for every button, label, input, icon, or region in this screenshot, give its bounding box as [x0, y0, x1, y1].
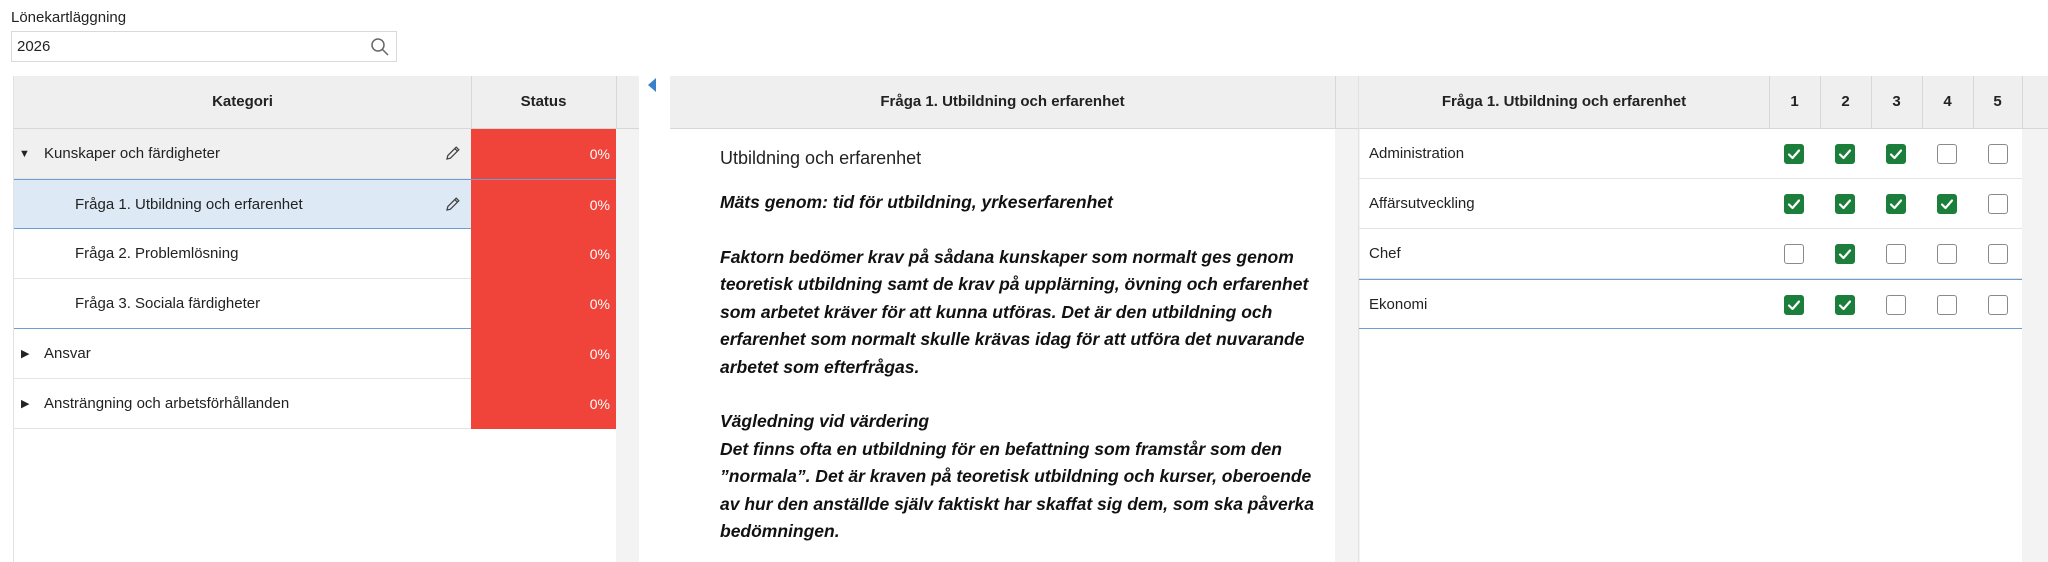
department-label: Chef [1369, 245, 1401, 262]
column-header-status[interactable]: Status [520, 93, 567, 110]
level-checkbox-2-checked[interactable] [1835, 194, 1855, 214]
question-description-header [670, 76, 1360, 129]
column-header-category[interactable]: Kategori [212, 93, 273, 110]
edit-pencil-icon[interactable] [444, 195, 462, 213]
level-checkbox-5[interactable] [1988, 144, 2008, 164]
question-row-2[interactable] [14, 229, 616, 279]
category-table [13, 76, 638, 562]
level-checkbox-1-checked[interactable] [1784, 295, 1804, 315]
level-header-5[interactable]: 5 [1993, 93, 2002, 110]
level-checkbox-5[interactable] [1988, 194, 2008, 214]
category-table-header [14, 76, 639, 129]
guidance-text: Det finns ofta en utbildning för en befattning som framstår som den ”normala”. Det är kraven på teoretisk utbildning och kurser, oberoende av hur den anställde själv faktiskt har skaffat sig dem, som ska påverka bedömningen. [720, 438, 1314, 541]
level-checkbox-1[interactable] [1784, 244, 1804, 264]
level-checkbox-1-checked[interactable] [1784, 144, 1804, 164]
question-label: Fråga 2. Problemlösning [75, 245, 239, 262]
department-label: Administration [1369, 145, 1465, 162]
status-badge: 0% [471, 329, 616, 379]
category-row-kunskaper[interactable] [14, 129, 616, 179]
level-checkbox-3[interactable] [1886, 244, 1906, 264]
category-row-ansvar[interactable] [14, 329, 616, 379]
question-row-1[interactable] [14, 179, 616, 229]
scrollbar-track[interactable] [1335, 129, 1360, 562]
status-badge: 0% [471, 129, 616, 179]
department-label: Ekonomi [1369, 296, 1428, 313]
level-checkbox-5[interactable] [1988, 244, 2008, 264]
status-badge: 0% [471, 180, 616, 230]
level-checkbox-2-checked[interactable] [1835, 295, 1855, 315]
department-row-ekonomi[interactable] [1359, 279, 2022, 329]
level-checkbox-4[interactable] [1937, 244, 1957, 264]
category-label: Kunskaper och färdigheter [44, 145, 220, 162]
status-badge: 0% [471, 229, 616, 279]
caret-right-icon[interactable]: ▶ [21, 348, 30, 360]
department-label: Affärsutveckling [1369, 195, 1475, 212]
level-checkbox-3-checked[interactable] [1886, 144, 1906, 164]
status-badge: 0% [471, 379, 616, 429]
caret-right-icon[interactable]: ▶ [21, 398, 30, 410]
level-checkbox-5[interactable] [1988, 295, 2008, 315]
category-row-anstrangning[interactable] [14, 379, 616, 429]
level-checkbox-4-checked[interactable] [1937, 194, 1957, 214]
question-row-3[interactable] [14, 279, 616, 329]
question-description-panel [670, 76, 1360, 562]
level-checkbox-4[interactable] [1937, 144, 1957, 164]
search-icon[interactable] [370, 37, 390, 57]
edit-pencil-icon[interactable] [444, 144, 462, 162]
level-checkbox-1-checked[interactable] [1784, 194, 1804, 214]
collapse-left-icon[interactable] [648, 78, 656, 92]
guidance-heading: Vägledning vid värdering [720, 411, 930, 431]
caret-down-icon[interactable]: ▼ [19, 148, 30, 160]
question-description [720, 148, 1320, 562]
rating-table-header [1359, 76, 2048, 129]
level-header-4[interactable]: 4 [1943, 93, 1952, 110]
question-label: Fråga 3. Sociala färdigheter [75, 295, 261, 312]
level-checkbox-2-checked[interactable] [1835, 244, 1855, 264]
level-checkbox-3-checked[interactable] [1886, 194, 1906, 214]
year-select[interactable] [11, 31, 397, 62]
question-header: Fråga 1. Utbildning och erfarenhet [880, 93, 1125, 110]
level-header-3[interactable]: 3 [1892, 93, 1901, 110]
category-label: Ansträngning och arbetsförhållanden [44, 395, 290, 412]
level-header-1[interactable]: 1 [1790, 93, 1799, 110]
measured-by-text: Mäts genom: tid för utbildning, yrkeserfarenhet [720, 192, 1113, 212]
department-row-administration[interactable] [1359, 129, 2022, 179]
rating-column-header[interactable]: Fråga 1. Utbildning och erfarenhet [1441, 93, 1687, 110]
scrollbar-track[interactable] [2022, 129, 2048, 562]
scrollbar-track[interactable] [616, 129, 639, 562]
level-header-2[interactable]: 2 [1841, 93, 1850, 110]
description-title: Utbildning och erfarenhet [720, 148, 922, 168]
category-label: Ansvar [44, 345, 91, 362]
status-badge: 0% [471, 279, 616, 329]
department-row-affarsutveckling[interactable] [1359, 179, 2022, 229]
department-row-chef[interactable] [1359, 229, 2022, 279]
factor-description: Faktorn bedömer krav på sådana kunskaper som normalt ges genom teoretisk utbildning samt de krav på upplärning, övning och erfarenhet som arbetet kräver för att kunna utföras. Det är den utbildning och erfarenhet som normalt skulle krävas idag för att utföra det nuvarande arbetet som efterfrågas. [720, 246, 1309, 377]
level-checkbox-3[interactable] [1886, 295, 1906, 315]
rating-table [1358, 76, 2048, 562]
level-checkbox-2-checked[interactable] [1835, 144, 1855, 164]
level-checkbox-4[interactable] [1937, 295, 1957, 315]
question-label: Fråga 1. Utbildning och erfarenhet [75, 196, 303, 213]
page-title: Lönekartläggning [11, 9, 127, 26]
year-value: 2026 [17, 38, 51, 55]
